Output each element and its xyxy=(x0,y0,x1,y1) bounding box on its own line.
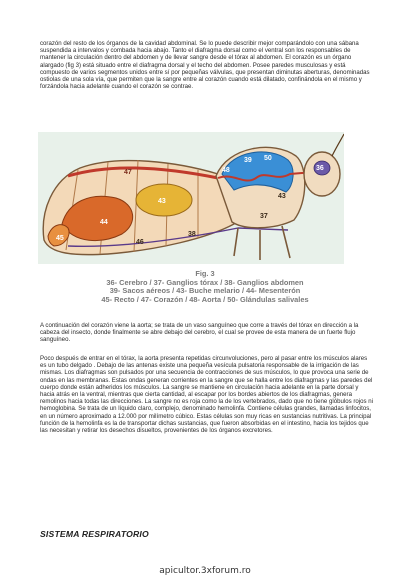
label-43-abdomen: 43 xyxy=(158,198,166,205)
label-44: 44 xyxy=(100,219,108,226)
label-38: 38 xyxy=(188,231,196,238)
paragraph-circulation: Poco después de entrar en el tórax, la aorta presenta repetidas circunvoluciones, pero al pasar entre los músculos alares es un tubo delgado . Debajo de las antenas existe una pequeña vesícula pulsatoria responsable de la irrigación de las mismas. Los diafragmas son pulsados por una secuencia de contracciones de sus músculos, lo que provoca una serie de ondas en las membranas. Estas ondas generan corrientes en la sangre que se halla entre los diafragmas y las paredes del cuerpo donde están adheridos los músculos. La sangre se mantiene en circulación hacia adelante en la parte dorsal y hacia atrás en la ventral, mientras que cierta cantidad, al escapar por los bordes abiertos de los diafragmas, genera remolinos hacia todas las direcciones. La sangre no es roja como la de los vertebrados, dado que no tiene glóbulos rojos ni hemoglobina. Se trata de un líquido claro, complejo, denominado hemolinfa. Contiene células grandes, llamadas linfocitos, en un número aproximado a 12.000 por milímetro cúbico. Estas células son muy ricas en sustancias nutritivas. La principal función de la hemolinfa es la de transportar dichas sustancias, que fueron absorbidas en el intestino, hacia los tejidos que las necesitan y retirar los desechos disueltos, provenientes de los órganos excretores. xyxy=(40,355,373,435)
label-47: 47 xyxy=(124,169,132,176)
label-37: 37 xyxy=(260,213,268,220)
bee-anatomy-illustration xyxy=(38,132,344,264)
figure-title: Fig. 3 xyxy=(195,269,215,278)
bee-anatomy-figure xyxy=(38,132,344,264)
caption-line-2: 39- Sacos aéreos / 43- Buche melario / 44- Mesenterón xyxy=(109,286,301,296)
figure-caption xyxy=(40,270,370,304)
label-43-thorax: 43 xyxy=(278,193,286,200)
label-45: 45 xyxy=(56,235,64,242)
caption-line-1: 36- Cerebro / 37- Ganglios tórax / 38- Ganglios abdomen xyxy=(106,277,304,287)
label-48: 48 xyxy=(222,167,230,174)
label-46: 46 xyxy=(136,239,144,246)
label-36: 36 xyxy=(316,165,324,172)
caption-line-3: 45- Recto / 47- Corazón / 48- Aorta / 50- Glándulas salivales xyxy=(101,294,309,304)
paragraph-aorta: A continuación del corazón viene la aorta; se trata de un vaso sanguíneo que corre a través del tórax en dirección a la cabeza del insecto, donde finalmente se abre debajo del cerebro, el cual se provee de esta manera de un fuerte flujo sanguíneo. xyxy=(40,322,359,344)
paragraph-heart-description: corazón del resto de los órganos de la cavidad abdominal. Se lo puede describir mejor comparándolo con una sábana suspendida a intervalos y combada hacia abajo. Tanto el diafragma dorsal como el ventral son los responsables de mantener la circulación dentro del abdomen y de llevar sangre desde el tórax al abdomen. El corazón es un órgano alargado (fig 3) está situado entre el diafragma dorsal y el techo del abdomen. Posee paredes musculosas y está compuesto de varios segmentos unidos entre sí por pequeñas válvulas, que presentan diminutas aberturas, denominadas ostiolas de una sola vía, que permiten que la sangre entre al corazón cuando está dilatado, confinándola en el mismo y forzándola hacia adelante cuando el corazón se contrae. xyxy=(40,40,370,91)
site-watermark[interactable]: apicultor.3xforum.ro xyxy=(159,566,251,576)
label-50: 50 xyxy=(264,155,272,162)
label-39: 39 xyxy=(244,157,252,164)
section-heading: SISTEMA RESPIRATORIO xyxy=(40,529,149,539)
